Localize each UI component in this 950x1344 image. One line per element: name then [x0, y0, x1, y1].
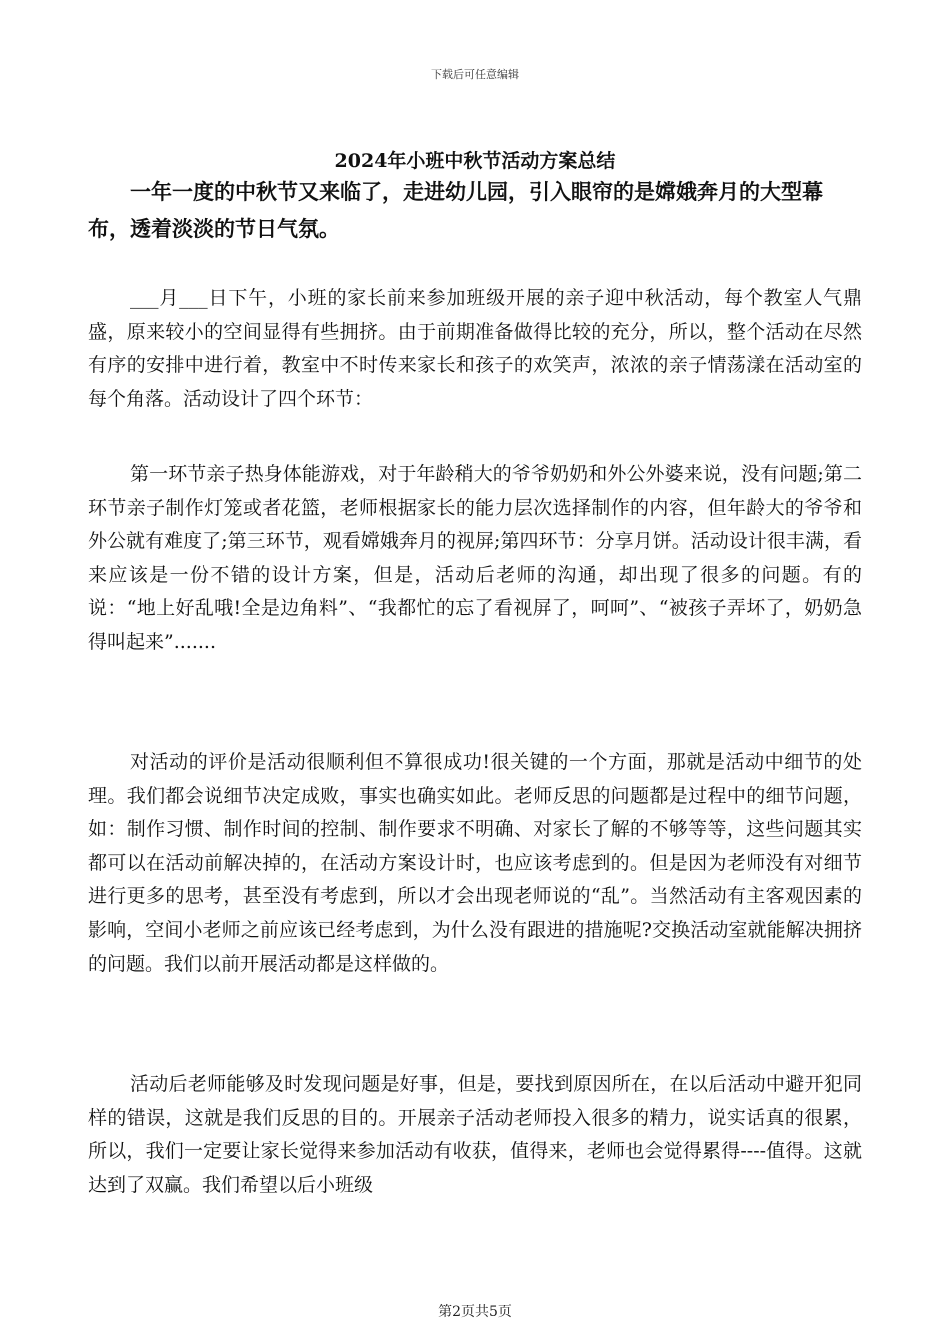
page-number: 第2页共5页 — [438, 1304, 512, 1320]
body-paragraph-2: 第一环节亲子热身体能游戏，对于年龄稍大的爷爷奶奶和外公外婆来说，没有问题;第二环节亲子制作灯笼或者花篮，老师根据家长的能力层次选择制作的内容，但年龄大的爷爷和外公就有难度了;第三环节，观看嫦娥奔月的视屏;第四环节：分享月饼。活动设计很丰满，看来应该是一份不错的设计方案，但是，活动后老师的沟通，却出现了很多的问题。有的说：“地上好乱哦!全是边角料”、“我都忙的忘了看视屏了，呵呵”、“被孩子弄坏了，奶奶急得叫起来”....... — [88, 463, 862, 653]
header-note: 下载后可任意编辑 — [431, 68, 519, 81]
body-paragraph-1: ___月___日下午，小班的家长前来参加班级开展的亲子迎中秋活动，每个教室人气鼎盛，原来较小的空间显得有些拥挤。由于前期准备做得比较的充分，所以，整个活动在尽然有序的安排中进行着，教室中不时传来家长和孩子的欢笑声，浓浓的亲子情荡漾在活动室的每个角落。活动设计了四个环节： — [88, 287, 862, 410]
document-title: 2024年小班中秋节活动方案总结 — [334, 150, 616, 172]
lead-paragraph: 一年一度的中秋节又来临了，走进幼儿园，引入眼帘的是嫦娥奔月的大型幕布，透着淡淡的节日气氛。 — [88, 179, 823, 241]
body-paragraph-3: 对活动的评价是活动很顺利但不算很成功!很关键的一个方面，那就是活动中细节的处理。我们都会说细节决定成败，事实也确实如此。老师反思的问题都是过程中的细节问题，如：制作习惯、制作时间的控制、制作要求不明确、对家长了解的不够等等，这些问题其实都可以在活动前解决掉的，在活动方案设计时，也应该考虑到的。但是因为老师没有对细节进行更多的思考，甚至没有考虑到，所以才会出现老师说的“乱”。当然活动有主客观因素的影响，空间小老师之前应该已经考虑到，为什么没有跟进的措施呢?交换活动室就能解决拥挤的问题。我们以前开展活动都是这样做的。 — [88, 751, 862, 975]
body-paragraph-4: 活动后老师能够及时发现问题是好事，但是，要找到原因所在，在以后活动中避开犯同样的错误，这就是我们反思的目的。开展亲子活动老师投入很多的精力，说实话真的很累，所以，我们一定要让家长觉得来参加活动有收获，值得来，老师也会觉得累得----值得。这就达到了双赢。我们希望以后小班级 — [88, 1073, 862, 1196]
